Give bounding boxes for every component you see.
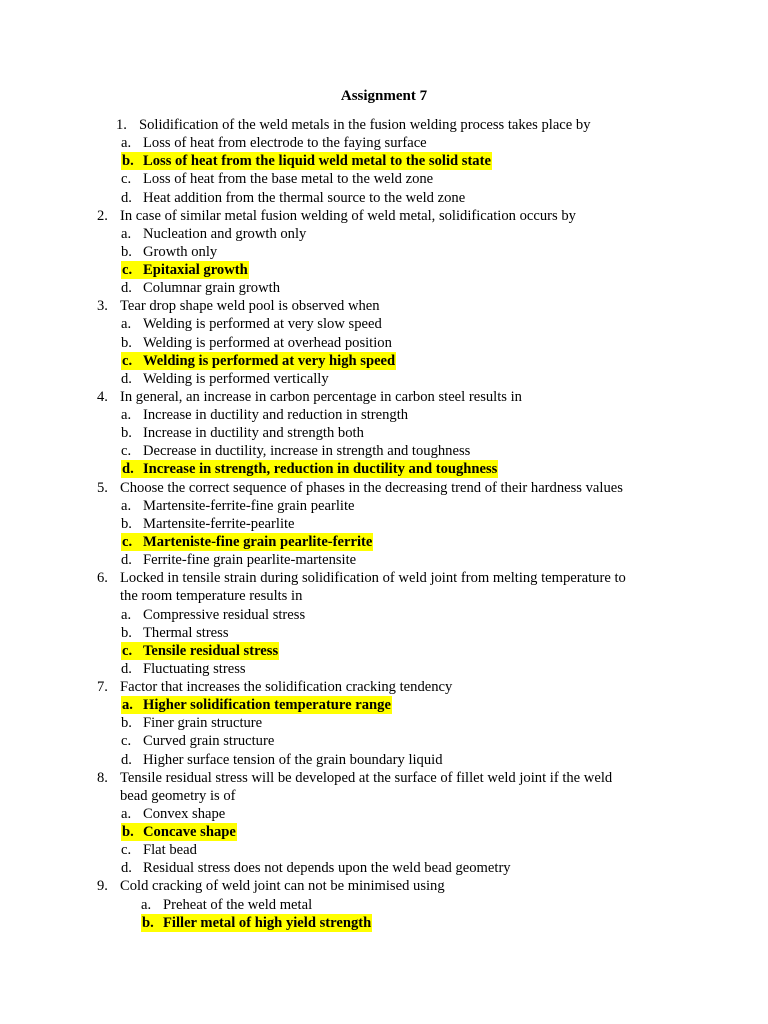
answer-option-marker: b.	[121, 715, 132, 732]
answer-option-marker: b.	[121, 624, 132, 641]
question-stem-text: Locked in tensile strain during solidification of weld joint from melting temperature to	[120, 570, 626, 587]
answer-option-correct-text: Welding is performed at very high speed	[143, 352, 396, 369]
question-stem-text: Cold cracking of weld joint can not be minimised using	[120, 878, 445, 895]
answer-option-marker: d.	[121, 751, 132, 768]
answer-option-correct-text: Marteniste-fine grain pearlite-ferrite	[143, 533, 373, 550]
answer-option-correct-marker: d.	[121, 460, 143, 478]
answer-option-correct-text: Tensile residual stress	[143, 642, 279, 659]
answer-option-correct-text: Loss of heat from the liquid weld metal to the solid state	[143, 153, 491, 170]
answer-option-marker: a.	[121, 805, 132, 822]
answer-option-text: Convex shape	[143, 805, 226, 822]
answer-option-text: Fluctuating stress	[143, 660, 246, 677]
question-stem-text: In general, an increase in carbon percentage in carbon steel results in	[120, 388, 522, 405]
question-stem-marker: 5.	[97, 479, 108, 496]
question-stem-text: the room temperature results in	[120, 588, 303, 605]
question-stem-text: Factor that increases the solidification cracking tendency	[120, 679, 453, 696]
answer-option-marker: c.	[121, 171, 132, 188]
answer-option-text: Martensite-ferrite-pearlite	[143, 515, 295, 532]
question-stem-text: Solidification of the weld metals in the fusion welding process takes place by	[139, 117, 591, 133]
answer-option-marker: a.	[121, 135, 132, 152]
answer-option-correct-marker: a.	[121, 696, 143, 714]
answer-option-text: Curved grain structure	[143, 733, 275, 750]
answer-option-text: Loss of heat from the base metal to the weld zone	[143, 171, 434, 188]
answer-option-text: Residual stress does not depends upon the weld bead geometry	[143, 860, 511, 877]
question-stem-text: Tear drop shape weld pool is observed when	[120, 298, 380, 315]
answer-option-marker: d.	[121, 189, 132, 206]
answer-option-marker: a.	[141, 896, 152, 913]
answer-option-text: Thermal stress	[143, 624, 229, 641]
answer-option-text: Martensite-ferrite-fine grain pearlite	[143, 497, 355, 514]
answer-option-text: Growth only	[143, 243, 218, 260]
page-title: Assignment 7	[340, 88, 428, 104]
answer-option-correct-marker: b.	[121, 152, 143, 170]
answer-option-marker: d.	[121, 370, 132, 387]
answer-option-marker: d.	[121, 660, 132, 677]
question-stem-marker: 8.	[97, 769, 108, 786]
question-stem-marker: 2.	[97, 207, 108, 224]
answer-option-correct-text: Concave shape	[143, 824, 236, 841]
answer-option-correct-text: Epitaxial growth	[143, 262, 248, 279]
answer-option-marker: c.	[121, 443, 132, 460]
answer-option-correct-marker: c.	[121, 261, 143, 279]
answer-option-marker: c.	[121, 842, 132, 859]
answer-option-correct-text: Increase in strength, reduction in ductility and toughness	[143, 461, 498, 478]
answer-option-correct-marker: b.	[121, 823, 143, 841]
question-stem-marker: 4.	[97, 388, 108, 405]
answer-option-correct-text: Higher solidification temperature range	[143, 697, 391, 714]
answer-option-correct-marker: c.	[121, 533, 143, 551]
question-stem-marker: 3.	[97, 298, 108, 315]
answer-option-text: Ferrite-fine grain pearlite-martensite	[143, 552, 357, 569]
answer-option-text: Decrease in ductility, increase in strength and toughness	[143, 443, 471, 460]
answer-option-correct-marker: b.	[141, 914, 163, 932]
answer-option-correct-marker: c.	[121, 642, 143, 660]
answer-option-marker: a.	[121, 497, 132, 514]
answer-option-text: Increase in ductility and strength both	[143, 425, 364, 442]
question-stem-marker: 9.	[97, 878, 108, 895]
answer-option-marker: a.	[121, 606, 132, 623]
answer-option-marker: d.	[121, 280, 132, 297]
answer-option-marker: a.	[121, 316, 132, 333]
answer-option-text: Increase in ductility and reduction in strength	[143, 407, 409, 424]
answer-option-text: Columnar grain growth	[143, 280, 280, 297]
answer-option-text: Preheat of the weld metal	[163, 896, 313, 913]
question-stem-marker: 1.	[116, 117, 127, 133]
answer-option-marker: b.	[121, 243, 132, 260]
answer-option-text: Loss of heat from electrode to the faying surface	[143, 135, 427, 152]
question-stem-text: In case of similar metal fusion welding of weld metal, solidification occurs by	[120, 207, 576, 224]
answer-option-correct-text: Filler metal of high yield strength	[163, 914, 372, 931]
answer-option-text: Welding is performed at overhead position	[143, 334, 392, 351]
question-stem-marker: 6.	[97, 570, 108, 587]
answer-option-text: Welding is performed vertically	[143, 370, 329, 387]
answer-option-marker: b.	[121, 334, 132, 351]
question-stem-text: Tensile residual stress will be developed at the surface of fillet weld joint if the weld	[120, 769, 613, 786]
answer-option-text: Welding is performed at very slow speed	[143, 316, 382, 333]
answer-option-marker: b.	[121, 515, 132, 532]
answer-option-text: Heat addition from the thermal source to the weld zone	[143, 189, 466, 206]
answer-option-marker: a.	[121, 407, 132, 424]
answer-option-text: Higher surface tension of the grain boundary liquid	[143, 751, 443, 768]
question-stem-marker: 7.	[97, 679, 108, 696]
question-stem-text: Choose the correct sequence of phases in the decreasing trend of their hardness values	[120, 479, 623, 496]
answer-option-text: Flat bead	[143, 842, 197, 859]
answer-option-marker: d.	[121, 552, 132, 569]
answer-option-marker: a.	[121, 225, 132, 242]
answer-option-correct-marker: c.	[121, 352, 143, 370]
answer-option-marker: b.	[121, 425, 132, 442]
answer-option-marker: d.	[121, 860, 132, 877]
answer-option-marker: c.	[121, 733, 132, 750]
answer-option-text: Nucleation and growth only	[143, 225, 307, 242]
question-stem-text: bead geometry is of	[120, 787, 236, 804]
answer-option-text: Finer grain structure	[143, 715, 263, 732]
answer-option-text: Compressive residual stress	[143, 606, 306, 623]
